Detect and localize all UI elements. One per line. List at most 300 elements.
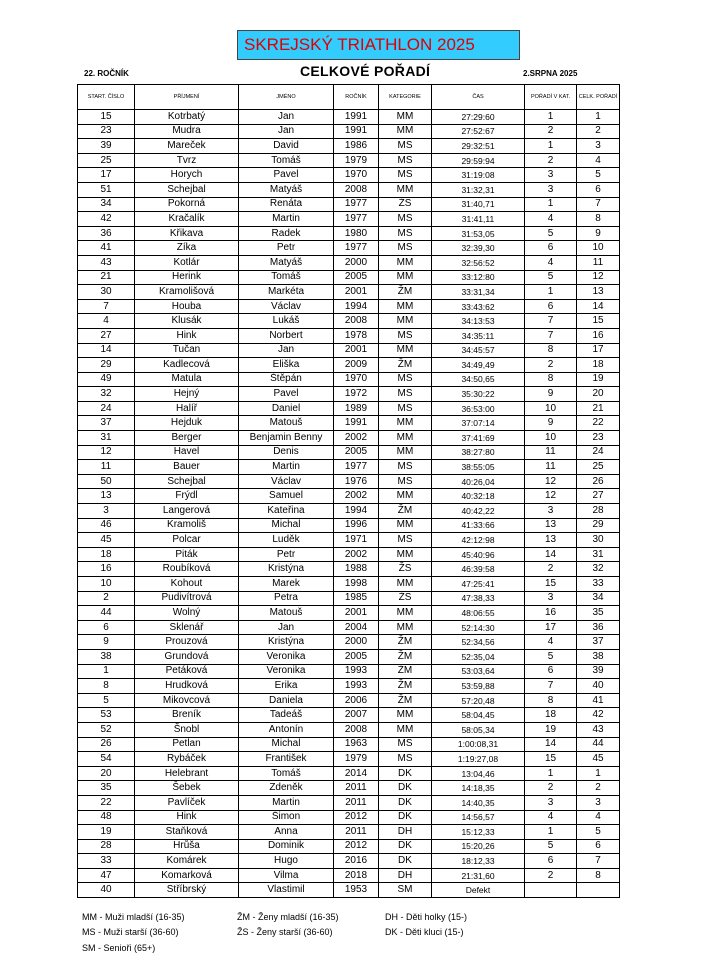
cell-category-rank: 8	[525, 343, 577, 358]
cell-birth-year: 1988	[334, 562, 379, 577]
cell-surname: Kotrbatý	[135, 110, 239, 125]
cell-time: 18:12,33	[432, 854, 525, 869]
cell-first-name: Matouš	[239, 416, 334, 431]
legend-ms: MS - Muži starší (36-60)	[82, 927, 179, 937]
cell-overall-rank: 30	[577, 533, 620, 548]
cell-category-rank: 9	[525, 387, 577, 402]
cell-birth-year: 1977	[334, 241, 379, 256]
cell-surname: Sklenář	[135, 620, 239, 635]
cell-overall-rank: 20	[577, 387, 620, 402]
cell-first-name: Tomáš	[239, 766, 334, 781]
cell-category: ŽS	[379, 197, 432, 212]
cell-time: 52:14:30	[432, 620, 525, 635]
cell-time: 15:12,33	[432, 825, 525, 840]
cell-overall-rank: 2	[577, 124, 620, 139]
cell-start-number: 42	[78, 212, 135, 227]
cell-overall-rank: 8	[577, 212, 620, 227]
table-row	[78, 343, 620, 358]
cell-surname: Polcar	[135, 533, 239, 548]
cell-overall-rank: 15	[577, 314, 620, 329]
cell-time: 47:38,33	[432, 591, 525, 606]
cell-category-rank: 2	[525, 358, 577, 373]
cell-birth-year: 1979	[334, 752, 379, 767]
cell-category: ŽM	[379, 358, 432, 373]
cell-birth-year: 2000	[334, 255, 379, 270]
table-row	[78, 795, 620, 810]
cell-category: MM	[379, 722, 432, 737]
cell-category: MM	[379, 547, 432, 562]
cell-start-number: 50	[78, 474, 135, 489]
cell-first-name: Jan	[239, 620, 334, 635]
cell-first-name: Anna	[239, 825, 334, 840]
cell-first-name: Kristýna	[239, 562, 334, 577]
cell-time: 31:40,71	[432, 197, 525, 212]
cell-time: 29:59:94	[432, 153, 525, 168]
cell-birth-year: 1993	[334, 679, 379, 694]
cell-birth-year: 2005	[334, 649, 379, 664]
cell-birth-year: 1993	[334, 664, 379, 679]
cell-surname: Rybáček	[135, 752, 239, 767]
cell-time: 46:39:58	[432, 562, 525, 577]
cell-birth-year: 2014	[334, 766, 379, 781]
cell-birth-year: 2005	[334, 445, 379, 460]
cell-start-number: 45	[78, 533, 135, 548]
cell-category-rank: 14	[525, 547, 577, 562]
cell-time: 40:32:18	[432, 489, 525, 504]
cell-time: 48:06:55	[432, 606, 525, 621]
col-header-category: KATEGORIE	[379, 85, 432, 110]
cell-birth-year: 2002	[334, 547, 379, 562]
cell-surname: Petlan	[135, 737, 239, 752]
cell-birth-year: 1953	[334, 883, 379, 898]
cell-category: ŽS	[379, 562, 432, 577]
cell-category: DK	[379, 766, 432, 781]
cell-surname: Tvrz	[135, 153, 239, 168]
cell-birth-year: 1976	[334, 474, 379, 489]
table-row	[78, 606, 620, 621]
cell-start-number: 51	[78, 182, 135, 197]
table-row	[78, 868, 620, 883]
cell-first-name: Petr	[239, 241, 334, 256]
cell-surname: Herink	[135, 270, 239, 285]
cell-overall-rank: 9	[577, 226, 620, 241]
cell-birth-year: 2008	[334, 314, 379, 329]
cell-category: MM	[379, 431, 432, 446]
cell-category-rank: 3	[525, 182, 577, 197]
cell-first-name: Martin	[239, 212, 334, 227]
cell-category: DK	[379, 839, 432, 854]
cell-category-rank: 6	[525, 299, 577, 314]
cell-start-number: 16	[78, 562, 135, 577]
cell-birth-year: 1970	[334, 372, 379, 387]
cell-surname: Hink	[135, 328, 239, 343]
cell-first-name: Štěpán	[239, 372, 334, 387]
cell-first-name: Benjamin Benny	[239, 431, 334, 446]
cell-overall-rank: 35	[577, 606, 620, 621]
cell-category-rank: 1	[525, 110, 577, 125]
cell-time: 52:35,04	[432, 649, 525, 664]
cell-time: 38:55:05	[432, 460, 525, 475]
cell-surname: Roubíková	[135, 562, 239, 577]
cell-overall-rank: 32	[577, 562, 620, 577]
cell-first-name: Václav	[239, 474, 334, 489]
cell-category-rank: 1	[525, 197, 577, 212]
cell-surname: Berger	[135, 431, 239, 446]
cell-overall-rank: 14	[577, 299, 620, 314]
cell-birth-year: 2001	[334, 606, 379, 621]
cell-first-name: Renáta	[239, 197, 334, 212]
col-header-start-number: START. ČÍSLO	[78, 85, 135, 110]
cell-category: MM	[379, 343, 432, 358]
cell-first-name: Matyáš	[239, 182, 334, 197]
cell-birth-year: 2001	[334, 285, 379, 300]
table-row	[78, 460, 620, 475]
cell-category-rank: 7	[525, 314, 577, 329]
cell-start-number: 5	[78, 693, 135, 708]
cell-overall-rank: 1	[577, 766, 620, 781]
cell-birth-year: 2002	[334, 489, 379, 504]
table-row	[78, 255, 620, 270]
cell-category-rank: 3	[525, 591, 577, 606]
table-row	[78, 299, 620, 314]
table-row	[78, 372, 620, 387]
cell-first-name: Petra	[239, 591, 334, 606]
col-header-time: ČAS	[432, 85, 525, 110]
cell-start-number: 33	[78, 854, 135, 869]
cell-birth-year: 2005	[334, 270, 379, 285]
cell-category: MS	[379, 328, 432, 343]
cell-surname: Hrudková	[135, 679, 239, 694]
cell-overall-rank: 1	[577, 110, 620, 125]
cell-start-number: 31	[78, 431, 135, 446]
cell-category-rank: 14	[525, 737, 577, 752]
cell-time: 14:56,57	[432, 810, 525, 825]
cell-first-name: Hugo	[239, 854, 334, 869]
cell-first-name: Vilma	[239, 868, 334, 883]
cell-birth-year: 1979	[334, 153, 379, 168]
cell-first-name: Šimon	[239, 810, 334, 825]
cell-time: 41:33:66	[432, 518, 525, 533]
cell-overall-rank: 4	[577, 810, 620, 825]
cell-surname: Šnobl	[135, 722, 239, 737]
cell-category: MM	[379, 182, 432, 197]
cell-category: MS	[379, 401, 432, 416]
table-row	[78, 416, 620, 431]
cell-birth-year: 1991	[334, 124, 379, 139]
cell-birth-year: 1980	[334, 226, 379, 241]
cell-category-rank: 4	[525, 810, 577, 825]
cell-surname: Petáková	[135, 664, 239, 679]
cell-surname: Breník	[135, 708, 239, 723]
cell-category-rank: 19	[525, 722, 577, 737]
cell-overall-rank: 38	[577, 649, 620, 664]
cell-start-number: 4	[78, 314, 135, 329]
cell-category-rank: 2	[525, 124, 577, 139]
cell-first-name: Eliška	[239, 358, 334, 373]
cell-overall-rank: 41	[577, 693, 620, 708]
cell-start-number: 47	[78, 868, 135, 883]
cell-start-number: 7	[78, 299, 135, 314]
cell-overall-rank: 33	[577, 577, 620, 592]
cell-category: MM	[379, 299, 432, 314]
table-row	[78, 445, 620, 460]
event-date: 2.SRPNA 2025	[523, 69, 578, 78]
cell-overall-rank: 21	[577, 401, 620, 416]
cell-category-rank: 18	[525, 708, 577, 723]
table-row	[78, 737, 620, 752]
col-header-category-rank: POŘADÍ V KAT.	[525, 85, 577, 110]
cell-category: MM	[379, 606, 432, 621]
cell-start-number: 32	[78, 387, 135, 402]
cell-overall-rank: 42	[577, 708, 620, 723]
cell-surname: Prouzová	[135, 635, 239, 650]
cell-start-number: 53	[78, 708, 135, 723]
edition-label: 22. ROČNÍK	[84, 69, 129, 78]
cell-surname: Frýdl	[135, 489, 239, 504]
cell-category-rank: 13	[525, 518, 577, 533]
cell-surname: Grundová	[135, 649, 239, 664]
table-row	[78, 825, 620, 840]
table-row	[78, 168, 620, 183]
table-row	[78, 489, 620, 504]
cell-category: MS	[379, 212, 432, 227]
cell-start-number: 40	[78, 883, 135, 898]
table-row	[78, 285, 620, 300]
cell-time: 33:31,34	[432, 285, 525, 300]
cell-overall-rank: 27	[577, 489, 620, 504]
cell-birth-year: 2012	[334, 810, 379, 825]
cell-first-name: Vlastimil	[239, 883, 334, 898]
cell-surname: Matula	[135, 372, 239, 387]
table-row	[78, 752, 620, 767]
table-row	[78, 504, 620, 519]
cell-birth-year: 1970	[334, 168, 379, 183]
cell-category: MS	[379, 737, 432, 752]
cell-category: MS	[379, 372, 432, 387]
table-row	[78, 766, 620, 781]
cell-category: MM	[379, 708, 432, 723]
legend-mm: MM - Muži mladší (16-35)	[82, 912, 185, 922]
cell-category-rank: 1	[525, 825, 577, 840]
cell-first-name: Matyáš	[239, 255, 334, 270]
cell-birth-year: 1963	[334, 737, 379, 752]
cell-overall-rank: 6	[577, 839, 620, 854]
cell-start-number: 37	[78, 416, 135, 431]
table-row	[78, 358, 620, 373]
table-row	[78, 693, 620, 708]
table-row	[78, 270, 620, 285]
cell-overall-rank: 25	[577, 460, 620, 475]
cell-category-rank: 10	[525, 431, 577, 446]
cell-time: 31:41,11	[432, 212, 525, 227]
table-row	[78, 577, 620, 592]
cell-category: DK	[379, 781, 432, 796]
cell-category-rank: 2	[525, 562, 577, 577]
table-row	[78, 212, 620, 227]
cell-surname: Mikovcová	[135, 693, 239, 708]
col-header-birth-year: ROČNÍK	[334, 85, 379, 110]
cell-category-rank: 11	[525, 445, 577, 460]
table-row	[78, 839, 620, 854]
cell-surname: Křikava	[135, 226, 239, 241]
cell-time: 29:32:51	[432, 139, 525, 154]
cell-overall-rank: 39	[577, 664, 620, 679]
cell-time: 52:34,56	[432, 635, 525, 650]
cell-first-name: Antonín	[239, 722, 334, 737]
cell-category-rank: 10	[525, 401, 577, 416]
cell-birth-year: 1991	[334, 416, 379, 431]
table-row	[78, 328, 620, 343]
table-row	[78, 620, 620, 635]
cell-start-number: 18	[78, 547, 135, 562]
table-row	[78, 810, 620, 825]
cell-first-name: Kateřina	[239, 504, 334, 519]
cell-birth-year: 2011	[334, 825, 379, 840]
cell-time: 1:19:27,08	[432, 752, 525, 767]
cell-category: MS	[379, 474, 432, 489]
cell-birth-year: 1994	[334, 299, 379, 314]
cell-first-name: Norbert	[239, 328, 334, 343]
cell-first-name: Veronika	[239, 649, 334, 664]
cell-category: MS	[379, 139, 432, 154]
cell-overall-rank: 18	[577, 358, 620, 373]
cell-surname: Stříbrský	[135, 883, 239, 898]
cell-time: 53:03,64	[432, 664, 525, 679]
cell-first-name: Pavel	[239, 168, 334, 183]
cell-category: DK	[379, 810, 432, 825]
cell-category-rank: 4	[525, 255, 577, 270]
cell-overall-rank: 4	[577, 153, 620, 168]
cell-time: 14:18,35	[432, 781, 525, 796]
cell-birth-year: 1977	[334, 460, 379, 475]
cell-category-rank: 12	[525, 474, 577, 489]
cell-category-rank: 15	[525, 577, 577, 592]
cell-first-name: Michal	[239, 737, 334, 752]
cell-surname: Staňková	[135, 825, 239, 840]
cell-first-name: Marek	[239, 577, 334, 592]
cell-surname: Pavlíček	[135, 795, 239, 810]
cell-category-rank: 11	[525, 460, 577, 475]
cell-start-number: 41	[78, 241, 135, 256]
cell-start-number: 19	[78, 825, 135, 840]
cell-surname: Langerová	[135, 504, 239, 519]
cell-category-rank: 8	[525, 693, 577, 708]
cell-overall-rank: 45	[577, 752, 620, 767]
cell-birth-year: 2018	[334, 868, 379, 883]
cell-start-number: 52	[78, 722, 135, 737]
cell-overall-rank: 17	[577, 343, 620, 358]
cell-first-name: Dominik	[239, 839, 334, 854]
cell-start-number: 17	[78, 168, 135, 183]
cell-start-number: 20	[78, 766, 135, 781]
cell-birth-year: 2007	[334, 708, 379, 723]
cell-start-number: 43	[78, 255, 135, 270]
cell-surname: Havel	[135, 445, 239, 460]
cell-first-name: Daniel	[239, 401, 334, 416]
cell-surname: Komarková	[135, 868, 239, 883]
cell-category-rank: 6	[525, 854, 577, 869]
cell-birth-year: 2012	[334, 839, 379, 854]
cell-start-number: 54	[78, 752, 135, 767]
table-row	[78, 314, 620, 329]
cell-category: DH	[379, 868, 432, 883]
cell-category: MM	[379, 445, 432, 460]
table-row	[78, 197, 620, 212]
cell-birth-year: 2011	[334, 795, 379, 810]
cell-surname: Kohout	[135, 577, 239, 592]
cell-start-number: 9	[78, 635, 135, 650]
cell-overall-rank: 31	[577, 547, 620, 562]
results-table-wrap	[77, 84, 620, 898]
legend-sm: SM - Senioři (65+)	[82, 943, 156, 953]
cell-category: MS	[379, 226, 432, 241]
cell-overall-rank: 3	[577, 795, 620, 810]
table-row	[78, 591, 620, 606]
cell-birth-year: 1989	[334, 401, 379, 416]
cell-start-number: 38	[78, 649, 135, 664]
cell-start-number: 21	[78, 270, 135, 285]
cell-category: ŽM	[379, 693, 432, 708]
cell-start-number: 44	[78, 606, 135, 621]
cell-category: MS	[379, 153, 432, 168]
cell-category: MS	[379, 241, 432, 256]
cell-surname: Kramolišová	[135, 285, 239, 300]
cell-start-number: 48	[78, 810, 135, 825]
cell-first-name: Zdeněk	[239, 781, 334, 796]
cell-time: 32:39,30	[432, 241, 525, 256]
cell-category: MM	[379, 620, 432, 635]
cell-overall-rank: 29	[577, 518, 620, 533]
cell-category: MM	[379, 314, 432, 329]
cell-category-rank: 3	[525, 504, 577, 519]
cell-first-name: Martin	[239, 460, 334, 475]
cell-surname: Horych	[135, 168, 239, 183]
cell-time: 36:53:00	[432, 401, 525, 416]
cell-start-number: 1	[78, 664, 135, 679]
table-row	[78, 635, 620, 650]
cell-start-number: 8	[78, 679, 135, 694]
table-row	[78, 649, 620, 664]
cell-time: 1:00:08,31	[432, 737, 525, 752]
cell-overall-rank: 22	[577, 416, 620, 431]
cell-overall-rank: 28	[577, 504, 620, 519]
table-row	[78, 722, 620, 737]
table-row	[78, 883, 620, 898]
cell-category-rank: 4	[525, 212, 577, 227]
cell-category-rank: 12	[525, 489, 577, 504]
cell-surname: Hink	[135, 810, 239, 825]
event-banner: SKREJSKÝ TRIATHLON 2025	[237, 30, 520, 60]
cell-time: 31:53,05	[432, 226, 525, 241]
cell-start-number: 28	[78, 839, 135, 854]
page-title: CELKOVÉ POŘADÍ	[300, 63, 431, 79]
cell-start-number: 10	[78, 577, 135, 592]
cell-birth-year: 2016	[334, 854, 379, 869]
cell-time: 45:40:96	[432, 547, 525, 562]
cell-time: 58:05,34	[432, 722, 525, 737]
cell-surname: Wolný	[135, 606, 239, 621]
cell-start-number: 11	[78, 460, 135, 475]
cell-category-rank: 3	[525, 795, 577, 810]
cell-category-rank: 1	[525, 285, 577, 300]
cell-start-number: 15	[78, 110, 135, 125]
cell-time: 31:32,31	[432, 182, 525, 197]
cell-overall-rank: 5	[577, 168, 620, 183]
cell-birth-year: 1978	[334, 328, 379, 343]
cell-surname: Houba	[135, 299, 239, 314]
cell-time: 21:31,60	[432, 868, 525, 883]
cell-category-rank: 9	[525, 416, 577, 431]
